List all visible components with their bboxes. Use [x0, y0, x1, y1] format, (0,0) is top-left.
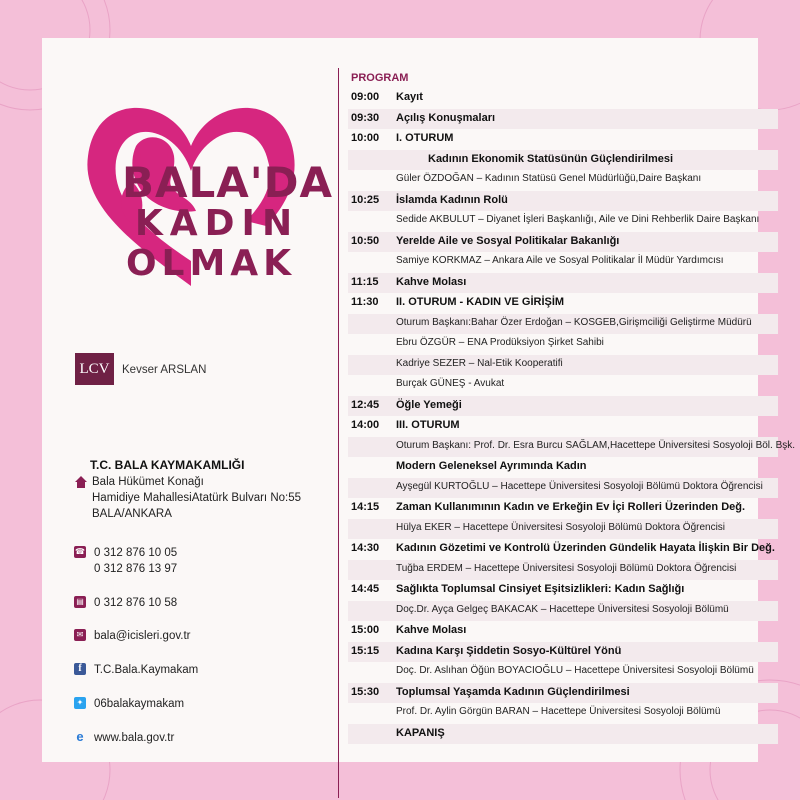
- program-row: [348, 150, 778, 171]
- program-time: 09:30: [351, 111, 380, 124]
- program-item-text: Tuğba ERDEM – Hacettepe Üniversitesi Sosyoloji Bölümü Doktora Öğrencisi: [396, 562, 737, 574]
- email-link[interactable]: bala@icisleri.gov.tr: [94, 630, 191, 642]
- program-row: [348, 683, 778, 704]
- program-time: 10:50: [351, 234, 380, 247]
- lcv-name: Kevser ARSLAN: [122, 364, 207, 376]
- fax-number: 0 312 876 10 58: [94, 597, 178, 609]
- web-contact[interactable]: [74, 730, 174, 746]
- program-row: [348, 498, 778, 519]
- program-item-text: Öğle Yemeği: [396, 398, 462, 411]
- program-item-text: II. OTURUM - KADIN VE GİRİŞİM: [396, 296, 565, 308]
- program-item-text: Doç. Dr. Aslıhan Öğün BOYACIOĞLU – Hacettepe Üniversitesi Sosyoloji Bölümü: [396, 665, 754, 676]
- program-time: 14:45: [351, 583, 380, 595]
- program-item-text: Prof. Dr. Aylin Görgün BARAN – Hacettepe Üniversitesi Sosyoloji Bölümü: [396, 706, 721, 717]
- column-divider: [338, 68, 339, 798]
- program-row: [348, 109, 778, 130]
- program-item-text: Doç.Dr. Ayça Gelgeç BAKACAK – Hacettepe Üniversitesi Sosyoloji Bölümü: [396, 603, 729, 615]
- program-time: 14:15: [351, 501, 380, 513]
- program-row: [348, 375, 778, 396]
- program-row: [348, 88, 778, 109]
- program-time: 11:15: [351, 275, 379, 288]
- email-icon: ✉: [74, 629, 86, 641]
- program-time: 10:25: [351, 193, 380, 206]
- program-time: 09:00: [351, 91, 380, 103]
- program-item-text: Kahve Molası: [396, 624, 467, 636]
- program-row: [348, 437, 796, 458]
- program-row: [348, 293, 778, 314]
- program-row: [348, 560, 778, 581]
- program-item-text: Sedide AKBULUT – Diyanet İşleri Başkanlığı, Aile ve Dini Rehberlik Daire Başkanı: [396, 214, 760, 225]
- program-row: [348, 662, 778, 683]
- program-row: [348, 457, 778, 478]
- program-row: [348, 519, 778, 540]
- twitter-icon: ✦: [74, 697, 86, 709]
- program-row: [348, 642, 778, 663]
- program-row: [348, 355, 778, 376]
- program-item-text: Sağlıkta Toplumsal Cinsiyet Eşitsizlikleri: Kadın Sağlığı: [396, 583, 685, 595]
- program-item-text: Ebru ÖZGÜR – ENA Prodüksiyon Şirket Sahibi: [396, 337, 604, 348]
- phone-number: 0 312 876 13 97: [94, 563, 178, 575]
- fax-icon: ▤: [74, 596, 86, 608]
- program-heading: PROGRAM: [351, 72, 409, 84]
- email-contact[interactable]: [74, 628, 190, 644]
- program-item-text: Kahve Molası: [396, 275, 467, 288]
- program-row: [348, 334, 778, 355]
- program-row: [348, 170, 778, 191]
- program-item-text: Güler ÖZDOĞAN – Kadının Statüsü Genel Müdürlüğü,Daire Başkanı: [396, 173, 702, 184]
- program-item-text: Kadının Ekonomik Statüsünün Güçlendirilmesi: [428, 152, 674, 165]
- program-item-text: Kayıt: [396, 91, 423, 103]
- program-item-text: İslamda Kadının Rolü: [396, 193, 508, 206]
- program-item-text: III. OTURUM: [396, 419, 460, 431]
- facebook-contact[interactable]: [74, 662, 198, 678]
- program-item-text: Açılış Konuşmaları: [396, 111, 496, 124]
- program-row: [348, 478, 778, 499]
- program-row: [348, 621, 778, 642]
- phone-icon: ☎: [75, 547, 85, 556]
- twitter-contact[interactable]: [74, 696, 184, 712]
- phone-number: 0 312 876 10 05: [94, 547, 178, 559]
- program-schedule: [348, 72, 796, 744]
- program-time: 14:30: [351, 542, 380, 554]
- program-row: [348, 191, 778, 212]
- web-link[interactable]: www.bala.gov.tr: [94, 732, 175, 744]
- program-row: [348, 232, 778, 253]
- home-icon: [74, 475, 88, 489]
- office-title: T.C. BALA KAYMAKAMLIĞI: [90, 458, 245, 472]
- program-row: [348, 539, 778, 560]
- program-row: [348, 396, 778, 417]
- program-item-text: I. OTURUM: [396, 132, 454, 144]
- program-item-text: Yerelde Aile ve Sosyal Politikalar Bakanlığı: [396, 234, 620, 247]
- program-item-text: KAPANIŞ: [396, 726, 445, 739]
- program-item-text: Modern Geleneksel Ayrımında Kadın: [396, 460, 587, 472]
- program-row: [348, 580, 778, 601]
- program-row: [348, 416, 778, 437]
- phone-contact: [74, 545, 177, 577]
- fax-contact: [74, 595, 177, 611]
- content-panel: [42, 38, 796, 762]
- program-time: 15:30: [351, 685, 380, 698]
- twitter-link[interactable]: 06balakaymakam: [94, 698, 185, 710]
- internet-explorer-icon: e: [76, 729, 84, 744]
- lcv-badge: LCV: [75, 353, 114, 385]
- program-item-text: Oturum Başkanı:Bahar Özer Erdoğan – KOSGEB,Girişmciliği Geliştirme Müdürü: [396, 316, 752, 328]
- address-line: Bala Hükümet Konağı: [92, 476, 204, 488]
- program-row: [348, 252, 778, 273]
- logo-title-line1: BALA'DA: [122, 158, 334, 207]
- office-block: [74, 458, 324, 522]
- program-item-text: Kadının Gözetimi ve Kontrolü Üzerinden Gündelik Hayata İlişkin Bir Değ.: [396, 542, 775, 554]
- program-item-text: Kadına Karşı Şiddetin Sosyo-Kültürel Yönü: [396, 644, 622, 657]
- program-row: [348, 129, 778, 150]
- program-row: [348, 703, 778, 724]
- program-item-text: Ayşegül KURTOĞLU – Hacettepe Üniversitesi Sosyoloji Bölümü Doktora Öğrencisi: [396, 480, 763, 492]
- program-item-text: Oturum Başkanı: Prof. Dr. Esra Burcu SAĞLAM,Hacettepe Üniversitesi Sosyoloji Böl. Bşk.: [396, 439, 796, 451]
- program-row: [348, 273, 778, 294]
- address-line: BALA/ANKARA: [92, 508, 172, 520]
- program-item-text: Kadriye SEZER – Nal-Etik Kooperatifi: [396, 357, 563, 369]
- program-item-text: Burçak GÜNEŞ - Avukat: [396, 378, 505, 389]
- program-row: [348, 211, 778, 232]
- program-item-text: Hülya EKER – Hacettepe Üniversitesi Sosyoloji Bölümü Doktora Öğrencisi: [396, 521, 726, 533]
- program-row: [348, 724, 778, 745]
- program-row: [348, 314, 778, 335]
- program-time: 15:15: [351, 644, 380, 657]
- program-item-text: Toplumsal Yaşamda Kadının Güçlendirilmesi: [396, 685, 630, 698]
- program-time: 12:45: [351, 398, 380, 411]
- address-line: Hamidiye MahallesiAtatürk Bulvarı No:55: [92, 492, 302, 504]
- program-time: 10:00: [351, 132, 380, 144]
- facebook-icon: f: [74, 663, 86, 675]
- program-time: 14:00: [351, 419, 380, 431]
- program-row: [348, 601, 778, 622]
- program-time: 15:00: [351, 624, 380, 636]
- logo-title-line3: OLMAK: [125, 243, 297, 284]
- facebook-link[interactable]: T.C.Bala.Kaymakam: [94, 664, 199, 676]
- program-item-text: Zaman Kullanımının Kadın ve Erkeğin Ev İçi Rolleri Üzerinden Değ.: [396, 501, 746, 513]
- program-time: 11:30: [351, 296, 379, 308]
- program-item-text: Samiye KORKMAZ – Ankara Aile ve Sosyal Politikalar İl Müdür Yardımcısı: [396, 255, 724, 266]
- logo-title-line2: KADIN: [134, 203, 300, 244]
